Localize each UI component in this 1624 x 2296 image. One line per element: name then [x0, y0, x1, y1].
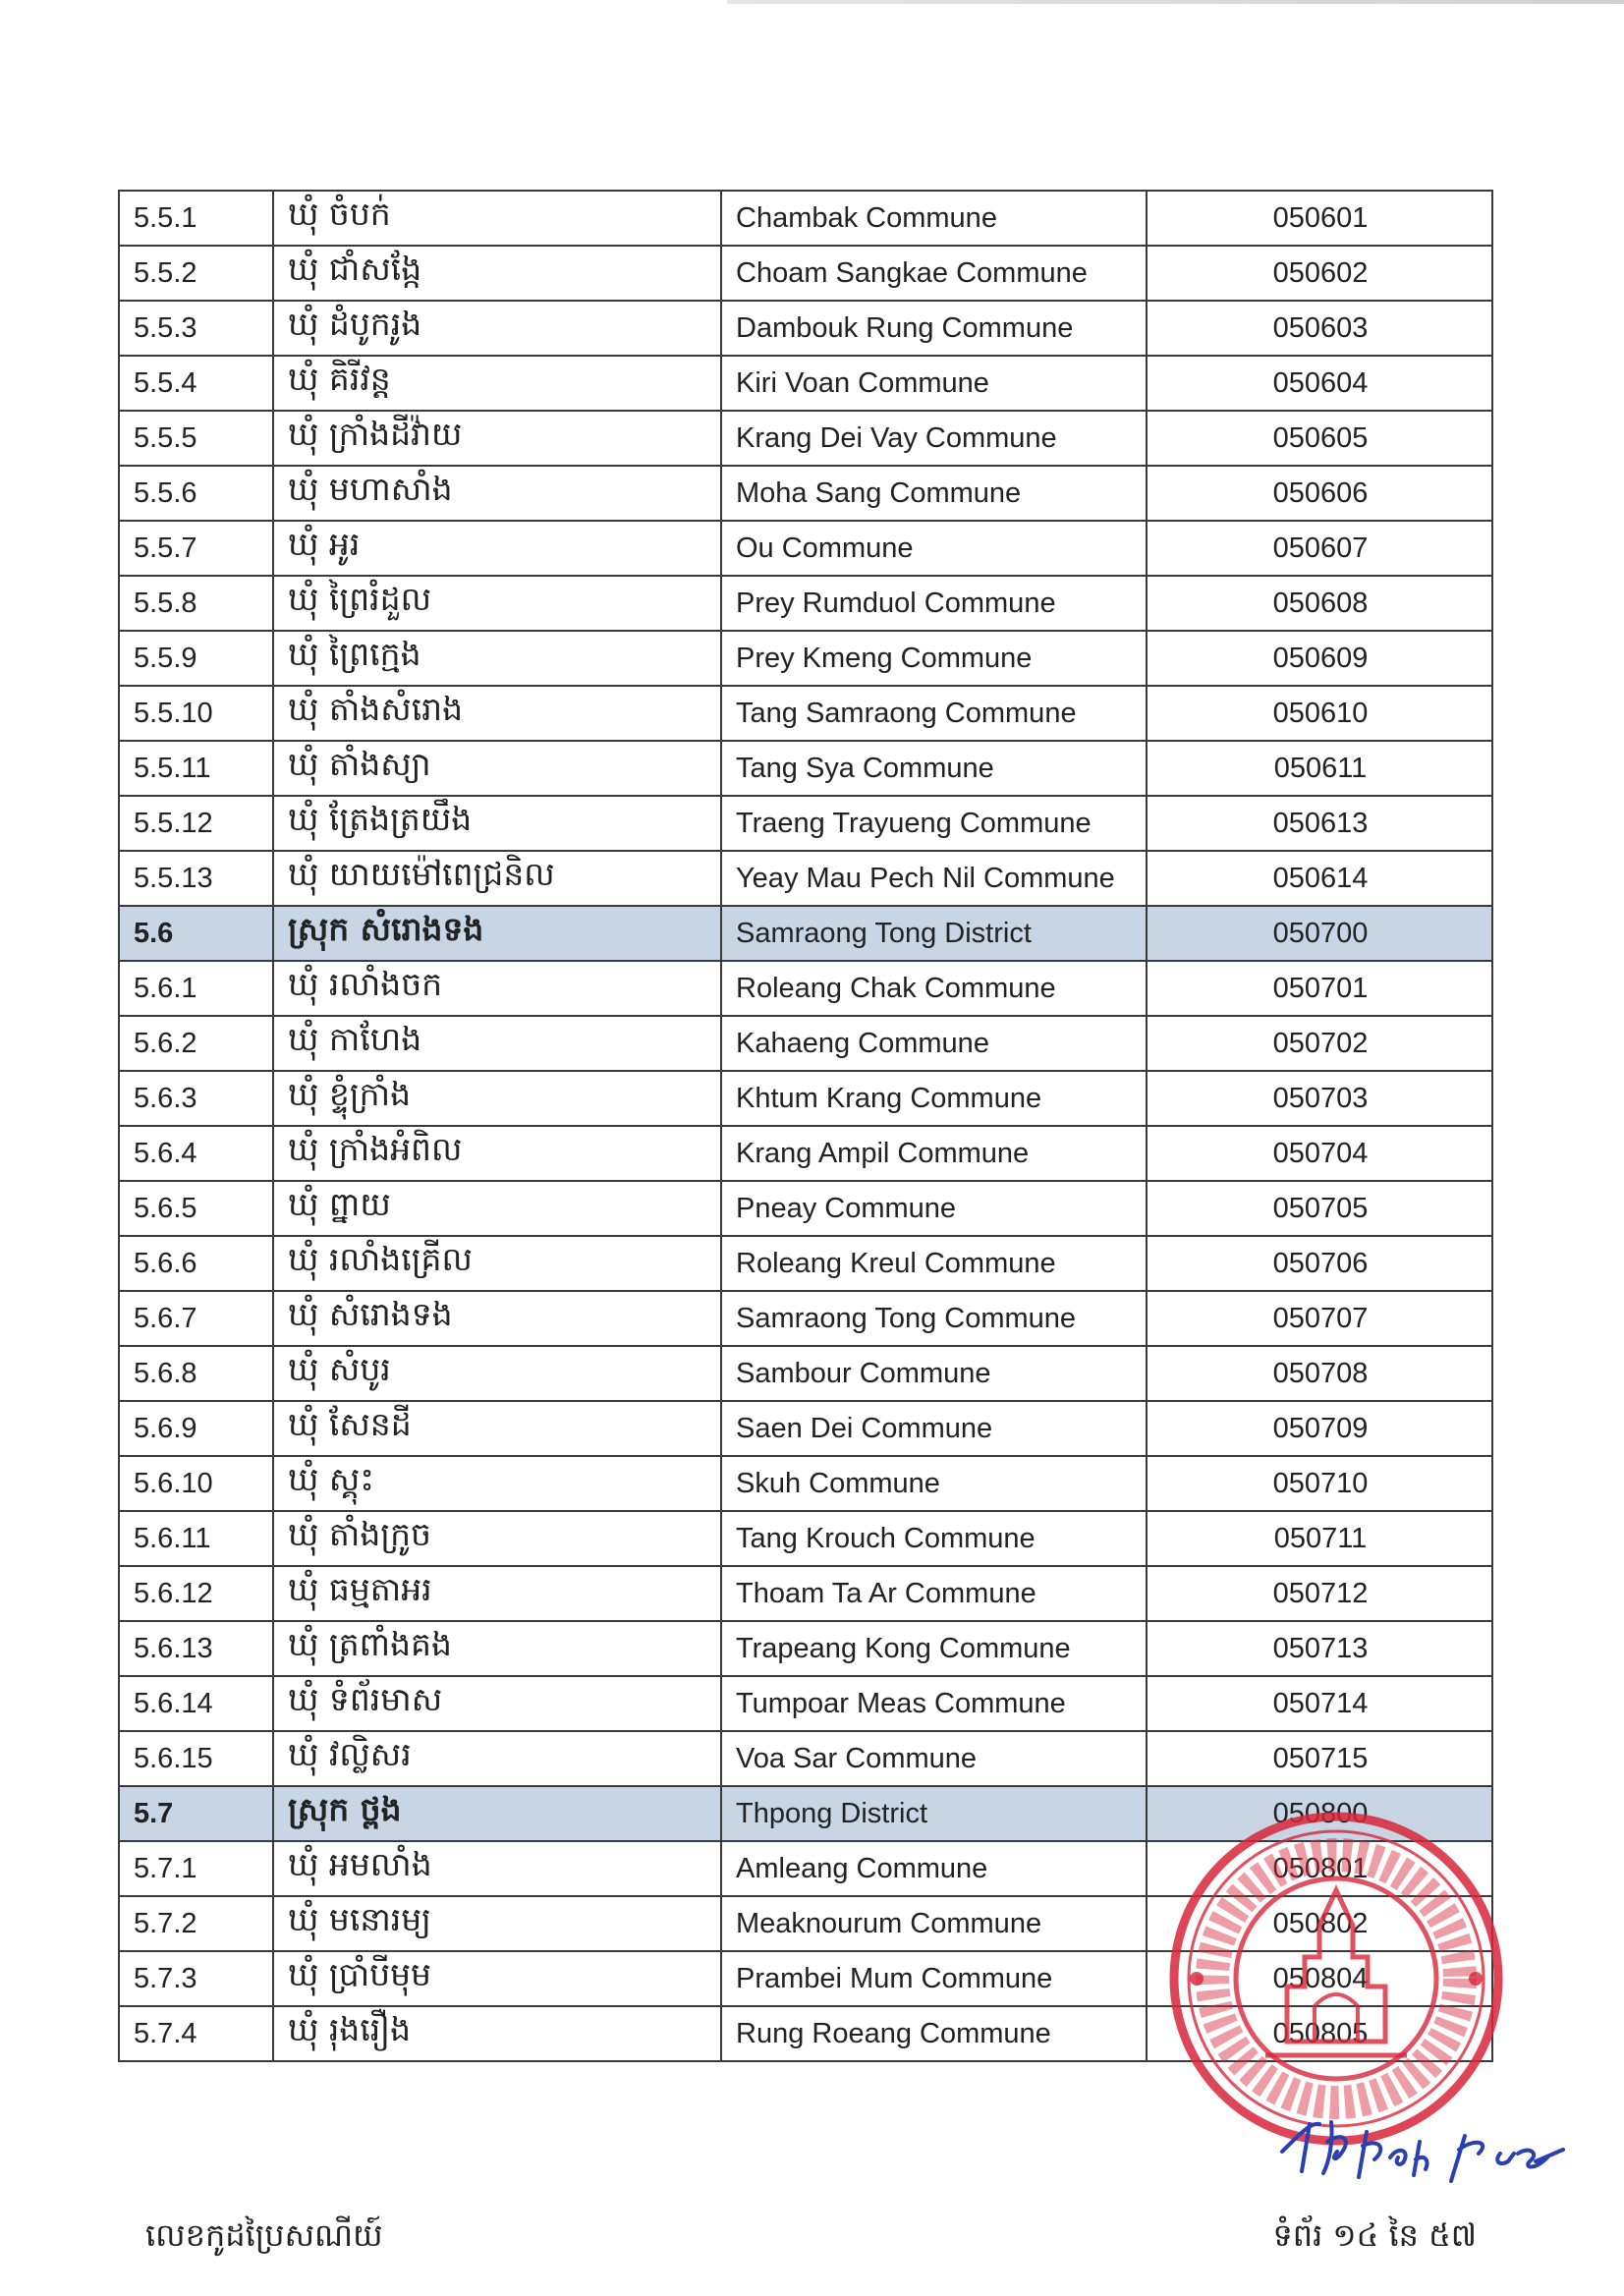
commune-row	[119, 1731, 1492, 1786]
postal-code: 050609	[1147, 631, 1492, 686]
khmer-name: ស្រុក សំរោងទង	[273, 906, 721, 961]
postal-code: 050801	[1147, 1841, 1492, 1896]
postal-code: 050711	[1147, 1511, 1492, 1566]
postal-code: 050701	[1147, 961, 1492, 1016]
english-name: Meaknourum Commune	[721, 1896, 1147, 1951]
english-name: Samraong Tong Commune	[721, 1291, 1147, 1346]
row-number: 5.6.5	[119, 1181, 273, 1236]
footer-document-title: លេខកូដប្រៃសណីយ៍	[145, 2216, 383, 2254]
khmer-name: ឃុំ ប្រាំបីមុម	[273, 1951, 721, 2006]
khmer-name: ឃុំ សំរោងទង	[273, 1291, 721, 1346]
khmer-name: ឃុំ ព្នាយ	[273, 1181, 721, 1236]
row-number: 5.5.5	[119, 411, 273, 466]
khmer-name: ឃុំ រលាំងគ្រើល	[273, 1236, 721, 1291]
english-name: Kahaeng Commune	[721, 1016, 1147, 1071]
commune-row	[119, 1676, 1492, 1731]
english-name: Roleang Chak Commune	[721, 961, 1147, 1016]
postal-code: 050805	[1147, 2006, 1492, 2061]
commune-row	[119, 1896, 1492, 1951]
commune-row	[119, 2006, 1492, 2061]
row-number: 5.6.9	[119, 1401, 273, 1456]
commune-row	[119, 686, 1492, 741]
commune-row	[119, 191, 1492, 246]
postal-code: 050611	[1147, 741, 1492, 796]
khmer-name: ឃុំ ត្រែងត្រយឹង	[273, 796, 721, 851]
english-name: Tang Samraong Commune	[721, 686, 1147, 741]
commune-row	[119, 1236, 1492, 1291]
english-name: Thoam Ta Ar Commune	[721, 1566, 1147, 1621]
row-number: 5.6.11	[119, 1511, 273, 1566]
postal-code: 050709	[1147, 1401, 1492, 1456]
english-name: Krang Ampil Commune	[721, 1126, 1147, 1181]
signature-icon	[1272, 2102, 1577, 2191]
postal-code: 050710	[1147, 1456, 1492, 1511]
postal-code: 050804	[1147, 1951, 1492, 2006]
english-name: Rung Roeang Commune	[721, 2006, 1147, 2061]
commune-row	[119, 301, 1492, 356]
english-name: Skuh Commune	[721, 1456, 1147, 1511]
english-name: Roleang Kreul Commune	[721, 1236, 1147, 1291]
khmer-name: ឃុំ សំបូរ	[273, 1346, 721, 1401]
row-number: 5.6.7	[119, 1291, 273, 1346]
commune-row	[119, 961, 1492, 1016]
english-name: Khtum Krang Commune	[721, 1071, 1147, 1126]
row-number: 5.5.9	[119, 631, 273, 686]
district-row	[119, 906, 1492, 961]
postal-code: 050610	[1147, 686, 1492, 741]
khmer-name: ឃុំ ស្គុះ	[273, 1456, 721, 1511]
postal-code: 050702	[1147, 1016, 1492, 1071]
commune-row	[119, 1291, 1492, 1346]
row-number: 5.6	[119, 906, 273, 961]
commune-row	[119, 246, 1492, 301]
commune-row	[119, 1346, 1492, 1401]
khmer-name: ឃុំ យាយម៉ៅពេជ្រនិល	[273, 851, 721, 906]
row-number: 5.6.15	[119, 1731, 273, 1786]
khmer-name: ឃុំ គិរីវន្ត	[273, 356, 721, 411]
commune-row	[119, 1566, 1492, 1621]
english-name: Traeng Trayueng Commune	[721, 796, 1147, 851]
footer-page-number: ទំព័រ ១៤ នៃ ៥៧	[1272, 2216, 1477, 2254]
postal-code: 050706	[1147, 1236, 1492, 1291]
khmer-name: ឃុំ អូរ	[273, 521, 721, 576]
row-number: 5.6.6	[119, 1236, 273, 1291]
khmer-name: ឃុំ រលាំងចក	[273, 961, 721, 1016]
row-number: 5.6.14	[119, 1676, 273, 1731]
khmer-name: ឃុំ ព្រៃរំដួល	[273, 576, 721, 631]
row-number: 5.5.3	[119, 301, 273, 356]
commune-row	[119, 1126, 1492, 1181]
english-name: Tumpoar Meas Commune	[721, 1676, 1147, 1731]
postal-code: 050800	[1147, 1786, 1492, 1841]
english-name: Choam Sangkae Commune	[721, 246, 1147, 301]
postal-code: 050605	[1147, 411, 1492, 466]
commune-row	[119, 1456, 1492, 1511]
postal-code: 050703	[1147, 1071, 1492, 1126]
row-number: 5.5.6	[119, 466, 273, 521]
khmer-name: ឃុំ ខ្ទុំក្រាំង	[273, 1071, 721, 1126]
postal-code: 050715	[1147, 1731, 1492, 1786]
row-number: 5.6.13	[119, 1621, 273, 1676]
khmer-name: ឃុំ ក្រាំងអំពិល	[273, 1126, 721, 1181]
postal-code: 050714	[1147, 1676, 1492, 1731]
khmer-name: ឃុំ ដំបូករូង	[273, 301, 721, 356]
row-number: 5.6.4	[119, 1126, 273, 1181]
commune-row	[119, 1016, 1492, 1071]
row-number: 5.5.11	[119, 741, 273, 796]
postal-code: 050604	[1147, 356, 1492, 411]
row-number: 5.6.8	[119, 1346, 273, 1401]
row-number: 5.6.3	[119, 1071, 273, 1126]
khmer-name: ឃុំ វល្លិសរ	[273, 1731, 721, 1786]
english-name: Yeay Mau Pech Nil Commune	[721, 851, 1147, 906]
row-number: 5.6.1	[119, 961, 273, 1016]
khmer-name: ឃុំ ព្រៃក្មេង	[273, 631, 721, 686]
khmer-name: ឃុំ មនោរម្យ	[273, 1896, 721, 1951]
english-name: Samraong Tong District	[721, 906, 1147, 961]
english-name: Voa Sar Commune	[721, 1731, 1147, 1786]
english-name: Kiri Voan Commune	[721, 356, 1147, 411]
english-name: Amleang Commune	[721, 1841, 1147, 1896]
khmer-name: ឃុំ តាំងក្រូច	[273, 1511, 721, 1566]
postal-code: 050707	[1147, 1291, 1492, 1346]
postal-code: 050606	[1147, 466, 1492, 521]
english-name: Saen Dei Commune	[721, 1401, 1147, 1456]
postal-code: 050602	[1147, 246, 1492, 301]
commune-row	[119, 1181, 1492, 1236]
postal-code: 050603	[1147, 301, 1492, 356]
commune-row	[119, 1841, 1492, 1896]
commune-row	[119, 1071, 1492, 1126]
postal-code: 050708	[1147, 1346, 1492, 1401]
khmer-name: ឃុំ អមលាំង	[273, 1841, 721, 1896]
postal-code-table	[118, 190, 1493, 2062]
postal-code: 050614	[1147, 851, 1492, 906]
commune-row	[119, 1951, 1492, 2006]
postal-code: 050712	[1147, 1566, 1492, 1621]
commune-row	[119, 796, 1492, 851]
khmer-name: ឃុំ ធម្មតាអរ	[273, 1566, 721, 1621]
row-number: 5.6.12	[119, 1566, 273, 1621]
english-name: Tang Krouch Commune	[721, 1511, 1147, 1566]
commune-row	[119, 851, 1492, 906]
english-name: Pneay Commune	[721, 1181, 1147, 1236]
row-number: 5.6.10	[119, 1456, 273, 1511]
row-number: 5.5.1	[119, 191, 273, 246]
postal-code: 050713	[1147, 1621, 1492, 1676]
row-number: 5.5.2	[119, 246, 273, 301]
khmer-name: ឃុំ ចំបក់	[273, 191, 721, 246]
english-name: Dambouk Rung Commune	[721, 301, 1147, 356]
english-name: Trapeang Kong Commune	[721, 1621, 1147, 1676]
english-name: Thpong District	[721, 1786, 1147, 1841]
row-number: 5.5.13	[119, 851, 273, 906]
khmer-name: ឃុំ ក្រាំងដីវ៉ាយ	[273, 411, 721, 466]
khmer-name: ឃុំ ជាំសង្កែ	[273, 246, 721, 301]
row-number: 5.7.1	[119, 1841, 273, 1896]
postal-code-table-body	[119, 191, 1492, 2061]
commune-row	[119, 521, 1492, 576]
district-row	[119, 1786, 1492, 1841]
commune-row	[119, 576, 1492, 631]
row-number: 5.7.4	[119, 2006, 273, 2061]
postal-code: 050613	[1147, 796, 1492, 851]
row-number: 5.7	[119, 1786, 273, 1841]
commune-row	[119, 466, 1492, 521]
english-name: Moha Sang Commune	[721, 466, 1147, 521]
khmer-name: ស្រុក ថ្ពង	[273, 1786, 721, 1841]
english-name: Prey Kmeng Commune	[721, 631, 1147, 686]
row-number: 5.5.10	[119, 686, 273, 741]
row-number: 5.7.2	[119, 1896, 273, 1951]
commune-row	[119, 411, 1492, 466]
khmer-name: ឃុំ មហាសាំង	[273, 466, 721, 521]
khmer-name: ឃុំ តាំងស្យា	[273, 741, 721, 796]
commune-row	[119, 631, 1492, 686]
postal-code: 050601	[1147, 191, 1492, 246]
postal-code: 050700	[1147, 906, 1492, 961]
top-scan-edge	[727, 0, 1624, 4]
english-name: Tang Sya Commune	[721, 741, 1147, 796]
commune-row	[119, 1511, 1492, 1566]
khmer-name: ឃុំ រុងរឿង	[273, 2006, 721, 2061]
english-name: Prey Rumduol Commune	[721, 576, 1147, 631]
commune-row	[119, 741, 1492, 796]
commune-row	[119, 1401, 1492, 1456]
postal-code: 050705	[1147, 1181, 1492, 1236]
english-name: Ou Commune	[721, 521, 1147, 576]
postal-code: 050704	[1147, 1126, 1492, 1181]
row-number: 5.5.12	[119, 796, 273, 851]
postal-code: 050608	[1147, 576, 1492, 631]
row-number: 5.7.3	[119, 1951, 273, 2006]
khmer-name: ឃុំ កាហែង	[273, 1016, 721, 1071]
postal-code: 050802	[1147, 1896, 1492, 1951]
row-number: 5.5.8	[119, 576, 273, 631]
english-name: Chambak Commune	[721, 191, 1147, 246]
row-number: 5.5.7	[119, 521, 273, 576]
row-number: 5.6.2	[119, 1016, 273, 1071]
row-number: 5.5.4	[119, 356, 273, 411]
postal-code: 050607	[1147, 521, 1492, 576]
khmer-name: ឃុំ សែនដី	[273, 1401, 721, 1456]
commune-row	[119, 356, 1492, 411]
khmer-name: ឃុំ តាំងសំរោង	[273, 686, 721, 741]
english-name: Sambour Commune	[721, 1346, 1147, 1401]
english-name: Prambei Mum Commune	[721, 1951, 1147, 2006]
commune-row	[119, 1621, 1492, 1676]
english-name: Krang Dei Vay Commune	[721, 411, 1147, 466]
khmer-name: ឃុំ ត្រពាំងគង	[273, 1621, 721, 1676]
khmer-name: ឃុំ ទំព័រមាស	[273, 1676, 721, 1731]
